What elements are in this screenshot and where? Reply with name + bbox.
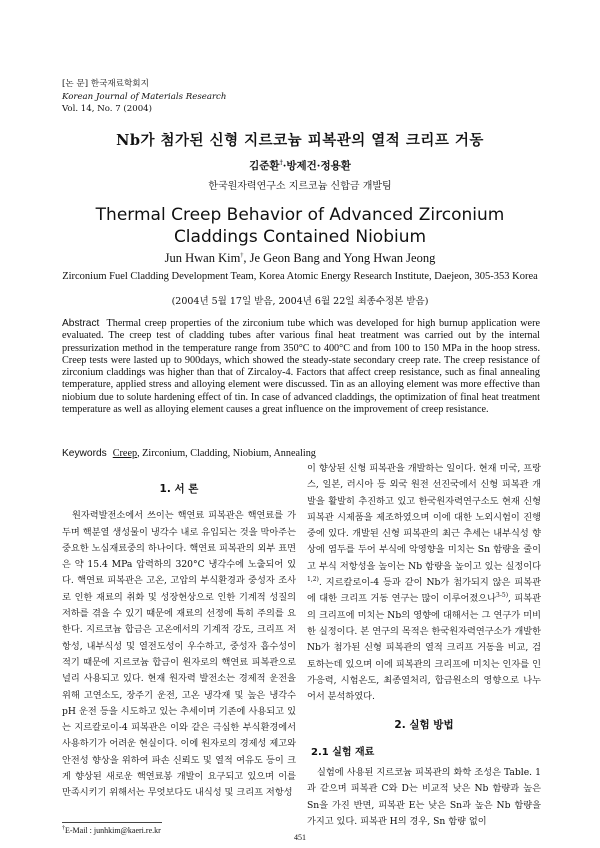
- intro-text-b: . 지르칼로이-4 등과 같이 Nb가 첨가되지 않은 피복관에 대한 크리프 거동 연구는 많이 이루어졌으나: [307, 577, 541, 605]
- footnote-mark: †: [62, 825, 65, 832]
- title-english: [0, 204, 600, 248]
- section-1-heading: 1. 서 론: [159, 483, 199, 495]
- corresponding-mark: †: [279, 159, 283, 167]
- affiliation-korean: 한국원자력연구소 지르코늄 신합금 개발팀: [208, 181, 392, 192]
- title-english-line1: Thermal Creep Behavior of Advanced Zirconium: [95, 205, 505, 225]
- abstract: [62, 318, 540, 416]
- footnote-text: E-Mail : junhkim@kaeri.re.kr: [65, 826, 161, 835]
- intro-paragraph: 원자력발전소에서 쓰이는 핵연료 피복관은 핵연료를 가두며 핵분열 생성물이 냉각수 내로 유입되는 것을 막아주는 중요한 노심재료중의 하나이다. 핵연료 피복관의 외부 표면은 약 15.4 MPa 압력하의 320°C 냉각수에 노출되어 있다. 핵연료 피복관은 고온, 고압의 부식환경과 중성자 조사로 인한 재료의 취화 및 성장현상으로 인한 기계적 성질의 저하를 겪을 수 있기 때문에 재료의 선정에 특히 주의를 요한다. 지르코늄 합금은 고온에서의 기계적 강도, 크리프 저항성, 내부식성 및 열전도성이 우수하고, 중성자 흡수성이 적기 때문에 지르코늄 합금이 원자로의 핵연료 피복관으로 널리 사용되고 있다. 현재 원자력 발전소는 경제적 운전을 위해 고연소도, 장주기 운전, 고온 냉각재 및 높은 냉각수 pH 운전 등을 시도하고 있는 추세이며 기존에 사용되고 있는 지르칼로이-4 피복관은 이와 같은 극심한 부식환경에서 사용하기가 어려운 현실이다. 이에 원자로의 경제성 제고와 안전성 향상을 위하여 파손 신뢰도 및 열적 여유도 등이 크게 향상된 새로운 핵연료봉 개발이 요구되고 있으며 이를 만족시키기 위해서는 무엇보다도 내식성 및 크리프 저항성: [62, 510, 296, 799]
- first-author-korean: 김준환: [249, 160, 280, 172]
- left-column: [62, 472, 296, 802]
- right-column: [307, 461, 541, 830]
- page-number: 451: [294, 833, 306, 842]
- journal-name-en: Korean Journal of Materials Research: [62, 91, 227, 102]
- abstract-label: Abstract: [62, 318, 100, 329]
- citation-3-5: 3-5): [496, 592, 509, 600]
- volume-info: Vol. 14, No. 7 (2004): [62, 104, 152, 114]
- materials-paragraph: 실험에 사용된 지르코늄 피복관의 화학 조성은 Table. 1과 같으며 피복관 C와 D는 비교적 낮은 Nb 함량과 높은 Sn을 가진 반면, 피복관 E는 낮은 Sn과 높은 Nb 함량을 가지고 있다. 피복관 H의 경우, Sn 함량 없이: [307, 767, 541, 827]
- abstract-text: Thermal creep properties of the zirconium tube which was developed for high burnup application were evaluated. The creep test of cladding tubes after various final heat treatment was carried out by the internal pressurization method in the temperature range from 350°C to 400°C and from 100 to 150 MPa in the hoop stress. Creep tests were lasted up to 900days, which showed the steady-state secondary creep rate. The creep resistance of zirconium claddings was higher than that of Zircaloy-4. Factors that affect creep resistance, such as final annealing temperature, applied stress and alloying element were discussed. Tin as an alloying element was more effective than niobium due to solute hardening effect of tin. In case of advanced claddings, the optimization of final heat treatment temperature as well as alloying element causes a great influence on the improvement of creep resistance.: [62, 318, 540, 416]
- authors-english: [0, 251, 600, 266]
- corresponding-mark-en: †: [240, 252, 244, 259]
- intro-paragraph-continued: [307, 461, 541, 705]
- journal-header: [62, 78, 226, 116]
- authors-korean: [0, 158, 600, 173]
- section-2-heading: 2. 실험 방법: [394, 719, 454, 732]
- citation-1-2: 1,2): [307, 576, 319, 584]
- keywords: [62, 448, 540, 459]
- intro-text-a: 이 향상된 신형 피복관을 개발하는 일이다. 현재 미국, 프랑스, 일본, 러시아 등 외국 원전 선진국에서 신형 피복관 개발을 활발히 추진하고 있고 한국원자력연구소도 현재 신형 피복관 시제품을 제조하였으며 이에 대한 노외시험이 진행 중에 있다. 개발된 신형 피복관의 최근 추세는 내부식성 향상에 염두를 두어 부식에 악영향을 미치는 Sn 함량을 줄이고 부식 저항성을 높이는 Nb 함량을 높이고 있는 실정이다: [307, 463, 541, 572]
- received-dates: (2004년 5월 17일 받음, 2004년 6월 22일 최종수정본 받음): [171, 296, 429, 307]
- affiliation-english: Zirconium Fuel Cladding Development Team, Korea Atomic Energy Research Institute, Daejeon, 305-353 Korea: [62, 271, 538, 282]
- keywords-rest: , Zirconium, Cladding, Niobium, Annealing: [137, 448, 316, 459]
- first-author-english: Jun Hwan Kim: [164, 251, 241, 265]
- other-authors-english: , Je Geon Bang and Yong Hwan Jeong: [243, 251, 436, 265]
- title-english-line2: Claddings Contained Niobium: [173, 227, 427, 247]
- other-authors-korean: ·방제건·정용환: [282, 160, 351, 172]
- paper-type-label: [논 문] 한국재료학회지: [62, 79, 149, 89]
- intro-text-c: , 피복관의 크리프에 미치는 Nb의 영향에 대해서는 그 연구가 미비한 실정이다. 본 연구의 목적은 한국원자력연구소가 개발한 Nb가 첨가된 신형 피복관의 열적 크리프 거동을 비교, 검토하는데 있으며 이에 피복관의 크리프에 미치는 인자를 인가응력, 시험온도, 최종열처리, 합금원소의 영향으로 나누어서 분석하였다.: [307, 593, 541, 703]
- section-2-1-heading: 2.1 실험 재료: [311, 746, 375, 758]
- title-korean: Nb가 첨가된 신형 지르코늄 피복관의 열적 크리프 거동: [116, 132, 484, 149]
- footnote-divider: [62, 822, 162, 823]
- keywords-label: Keywords: [62, 448, 107, 459]
- keyword-creep: Creep: [112, 448, 138, 459]
